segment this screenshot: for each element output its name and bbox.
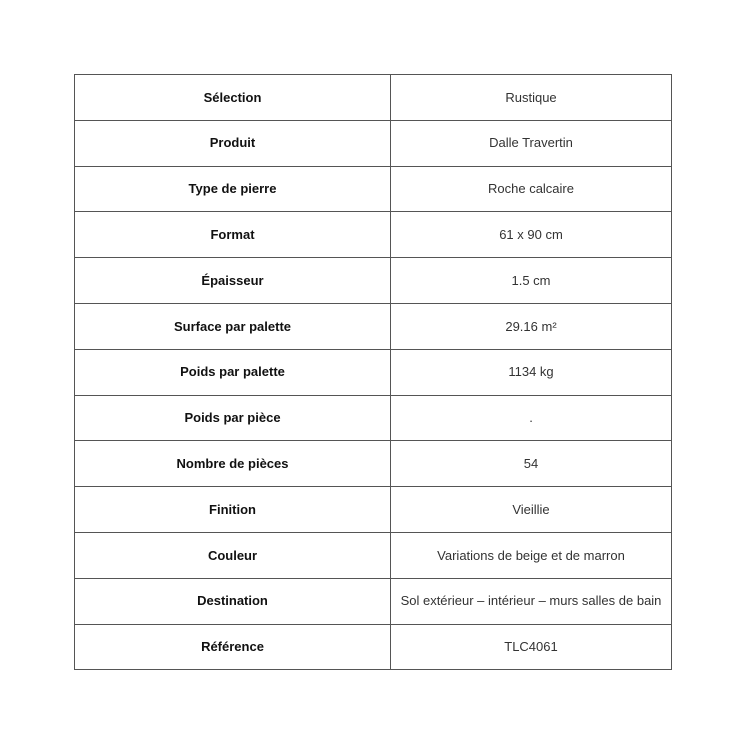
spec-value: 61 x 90 cm: [391, 212, 672, 258]
table-row: [75, 441, 672, 487]
table-row: [75, 212, 672, 258]
spec-label: Référence: [75, 624, 391, 670]
spec-label: Format: [75, 212, 391, 258]
spec-value: .: [391, 395, 672, 441]
spec-value: 29.16 m²: [391, 303, 672, 349]
spec-label: Sélection: [75, 75, 391, 121]
spec-value: Vieillie: [391, 487, 672, 533]
spec-value: 1.5 cm: [391, 258, 672, 304]
spec-value: Dalle Travertin: [391, 120, 672, 166]
spec-value: Roche calcaire: [391, 166, 672, 212]
spec-value: 1134 kg: [391, 349, 672, 395]
spec-label: Type de pierre: [75, 166, 391, 212]
spec-value: TLC4061: [391, 624, 672, 670]
table-row: [75, 624, 672, 670]
spec-value: 54: [391, 441, 672, 487]
spec-label: Nombre de pièces: [75, 441, 391, 487]
spec-label: Produit: [75, 120, 391, 166]
spec-label: Épaisseur: [75, 258, 391, 304]
spec-label: Couleur: [75, 532, 391, 578]
spec-label: Finition: [75, 487, 391, 533]
spec-value: Rustique: [391, 75, 672, 121]
table-row: [75, 578, 672, 624]
table-row: [75, 487, 672, 533]
spec-label: Surface par palette: [75, 303, 391, 349]
table-row: [75, 532, 672, 578]
table-row: [75, 75, 672, 121]
spec-value: Sol extérieur – intérieur – murs salles de bain: [391, 578, 672, 624]
table-row: [75, 258, 672, 304]
spec-label: Destination: [75, 578, 391, 624]
spec-label: Poids par pièce: [75, 395, 391, 441]
table-row: [75, 120, 672, 166]
table-row: [75, 349, 672, 395]
spec-label: Poids par palette: [75, 349, 391, 395]
table-row: [75, 395, 672, 441]
table-row: [75, 166, 672, 212]
spec-value: Variations de beige et de marron: [391, 532, 672, 578]
product-spec-table: [74, 74, 672, 670]
table-row: [75, 303, 672, 349]
